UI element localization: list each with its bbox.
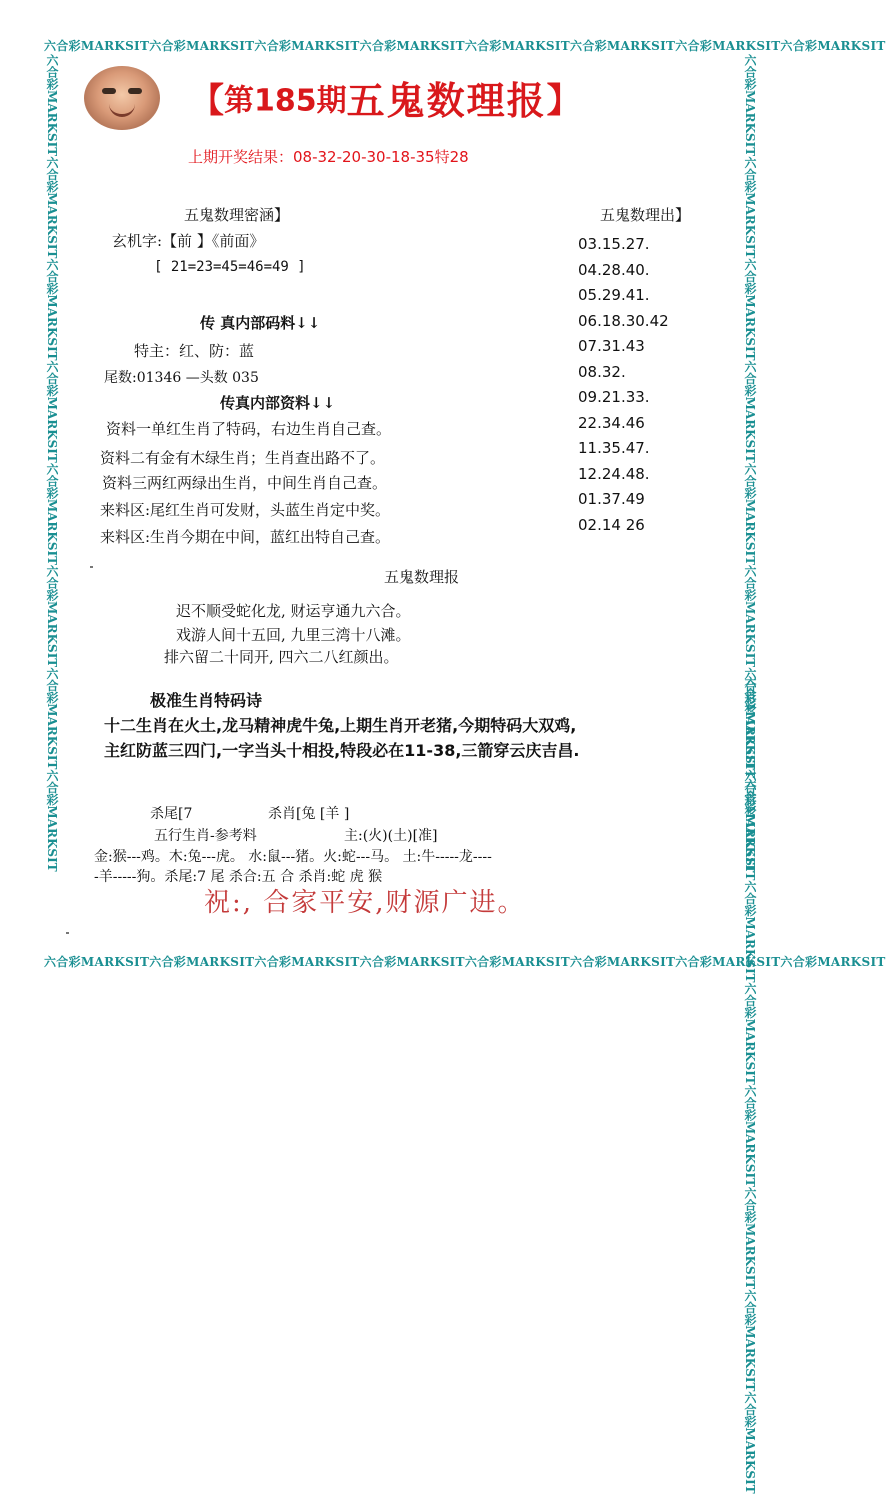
fax-code-heading: 传 真内部码料↓↓ <box>200 314 321 332</box>
publication-name: 五鬼数理报 <box>346 78 547 123</box>
number-group: 05.29.41. <box>578 286 650 304</box>
issue-number: 第185期 <box>224 83 347 119</box>
info-line: 来料区:尾红生肖可发财，头蓝生肖定中奖。 <box>100 501 391 519</box>
avatar <box>84 66 160 130</box>
avatar-eye-left <box>102 88 116 94</box>
poem-line: 排六留二十同开, 四六二八红颜出。 <box>164 648 399 666</box>
title-bracket-open: 【 <box>190 81 224 121</box>
blessing: 祝:, 合家平安,财源广进。 <box>204 888 526 918</box>
zodiac-poem-title: 极准生肖特码诗 <box>150 691 263 710</box>
scan-speck <box>66 932 69 934</box>
number-group: 03.15.27. <box>578 235 650 253</box>
poem-heading: 五鬼数理报 <box>384 568 460 586</box>
xuanji-clue: 玄机字:【前 】《前面》 <box>112 232 265 250</box>
poem-line: 戏游人间十五回, 九里三湾十八滩。 <box>176 626 411 644</box>
number-group: 06.18.30.42 <box>578 311 669 330</box>
number-group: 09.21.33. <box>578 388 650 406</box>
last-draw-result: 上期开奖结果：08-32-20-30-18-35特28 <box>188 148 469 166</box>
kill-tail: 杀尾[7 <box>150 806 193 822</box>
tail-head-numbers: 尾数:01346 —头数 035 <box>104 370 259 386</box>
kill-zodiac: 杀肖[兔 [羊 ] <box>268 806 350 822</box>
border-left: 六合彩MARKSIT六合彩MARKSIT六合彩MARKSIT六合彩MARKSIT六合彩MARKSIT六合彩MARKSIT六合彩MARKSIT六合彩MARKSIT <box>45 54 59 872</box>
number-group: 01.37.49 <box>578 490 645 508</box>
page-title <box>190 70 581 125</box>
secret-section-title: 五鬼数理密涵】 <box>184 206 290 224</box>
info-line: 资料三两红两绿出生肖，中间生肖自己查。 <box>102 474 388 492</box>
scan-speck <box>90 566 93 568</box>
main-elements: 主:(火)(土)[准] <box>344 828 438 844</box>
formula-line: [ 21=23=45=46=49 ] <box>154 259 306 275</box>
info-line: 资料一单红生肖了特码，右边生肖自己查。 <box>106 420 392 438</box>
title-bracket-close: 】 <box>546 81 581 121</box>
border-top: 六合彩MARKSIT六合彩MARKSIT六合彩MARKSIT六合彩MARKSIT六合彩MARKSIT六合彩MARKSIT六合彩MARKSIT六合彩MARKSIT <box>44 39 886 53</box>
number-list <box>578 232 669 538</box>
avatar-mouth <box>109 104 135 117</box>
number-group: 12.24.48. <box>578 464 650 483</box>
zodiac-poem-line: 主红防蓝三四门,一字当头十相投,特段必在11-38,三箭穿云庆吉昌. <box>104 741 580 760</box>
elements-line: -羊-----狗。杀尾:7 尾 杀合:五 合 杀肖:蛇 虎 猴 <box>94 869 383 885</box>
info-line: 资料二有金有木绿生肖；生肖查出路不了。 <box>100 449 386 467</box>
five-elements-reference: 五行生肖-参考料 <box>154 828 257 844</box>
numbers-section-title: 五鬼数理出】 <box>600 206 691 224</box>
avatar-eye-right <box>128 88 142 94</box>
number-group: 11.35.47. <box>578 439 650 457</box>
elements-line: 金:猴---鸡。木:兔---虎。 水:鼠---猪。火:蛇---马。 土:牛-----龙---- <box>94 849 492 865</box>
number-group: 04.28.40. <box>578 260 650 279</box>
number-group: 08.32. <box>578 362 626 381</box>
border-right-lower: 六合彩MARKSIT六合彩MARKSIT六合彩MARKSIT六合彩MARKSIT六合彩MARKSIT六合彩MARKSIT六合彩MARKSIT六合彩MARKSIT <box>743 676 757 1494</box>
special-main-color: 特主：红、防：蓝 <box>134 342 255 360</box>
number-group: 02.14 26 <box>578 515 645 534</box>
number-group: 07.31.43 <box>578 337 645 355</box>
border-bottom: 六合彩MARKSIT六合彩MARKSIT六合彩MARKSIT六合彩MARKSIT六合彩MARKSIT六合彩MARKSIT六合彩MARKSIT六合彩MARKSIT <box>44 955 886 969</box>
poem-line: 迟不顺受蛇化龙, 财运亨通九六合。 <box>176 602 411 620</box>
fax-info-heading: 传真内部资料↓↓ <box>220 394 336 412</box>
info-line: 来料区:生肖今期在中间，蓝红出特自己查。 <box>100 528 391 546</box>
number-group: 22.34.46 <box>578 413 645 432</box>
zodiac-poem-line: 十二生肖在火土,龙马精神虎牛兔,上期生肖开老猪,今期特码大双鸡, <box>104 716 577 735</box>
border-right-upper: 六合彩MARKSIT六合彩MARKSIT六合彩MARKSIT六合彩MARKSIT六合彩MARKSIT六合彩MARKSIT六合彩MARKSIT六合彩MARKSIT <box>743 54 757 872</box>
